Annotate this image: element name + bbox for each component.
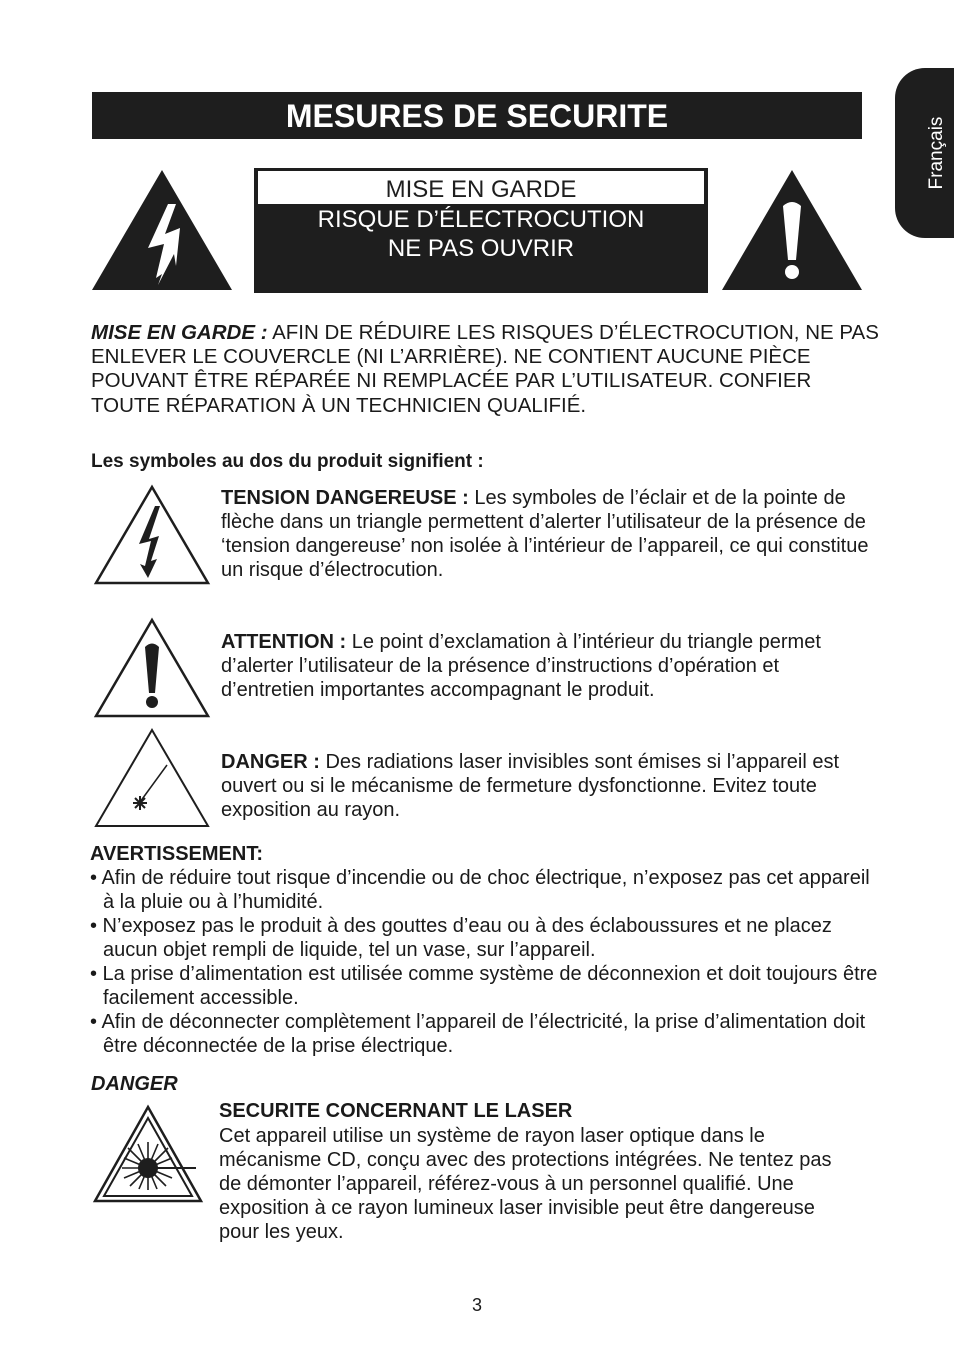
danger-text: Cet appareil utilise un système de rayon laser optique dans le mécanisme CD, conçu avec des protections intégrées. Ne tentez pas de démonter l’appareil, référez-vous à un personnel qualifié. Une exposition à ce rayon lumineux laser invisible peut être dangereuse pour les yeux.: [219, 1125, 832, 1243]
exclamation-triangle-icon: [720, 168, 864, 292]
symbol-title-2: ATTENTION :: [221, 631, 347, 653]
caution-paragraph: [91, 321, 881, 418]
warning-item-1: • Afin de réduire tout risque d’incendie ou de choc électrique, n’exposez pas cet appareil à la pluie ou à l’humidité.: [90, 867, 870, 913]
caution-paragraph-lead: MISE EN GARDE :: [91, 321, 268, 344]
laser-sunburst-triangle-icon: [92, 1104, 204, 1204]
danger-subheading: SECURITE CONCERNANT LE LASER: [219, 1100, 573, 1122]
symbol-text-3: Des radiations laser invisibles sont émises si l’appareil est ouvert ou si le mécanisme de fermeture dysfonctionne. Evitez toute exposition au rayon.: [221, 751, 840, 821]
caution-paragraph-text: AFIN DE RÉDUIRE LES RISQUES D’ÉLECTROCUTION, NE PAS ENLEVER LE COUVERCLE (NI L’ARRIÈRE). NE CONTIENT AUCUNE PIÈCE POUVANT ÊTRE RÉPARÉE NI REMPLACÉE PAR L’UTILISATEUR. CONFIER TOUTE RÉPARATION À UN TECHNICIEN QUALIFIÉ.: [91, 321, 879, 417]
page-number: 3: [471, 1295, 482, 1315]
symbol-title-3: DANGER :: [221, 751, 320, 773]
lightning-triangle-icon: [90, 168, 234, 292]
warning-item-2: • N’exposez pas le produit à des gouttes d’eau ou à des éclaboussures et ne placez aucun objet rempli de liquide, tel un vase, sur l’appareil.: [90, 915, 832, 961]
symbol-description-3: [221, 750, 871, 822]
language-tab: [895, 68, 954, 238]
warning-list: [90, 866, 880, 1058]
exclamation-outline-triangle-icon: [93, 617, 211, 719]
caution-box-title: MISE EN GARDE: [258, 171, 704, 204]
language-tab-label: Français: [926, 116, 947, 190]
warning-item-4: • Afin de déconnecter complètement l’appareil de l’électricité, la prise d’alimentation doit être déconnectée de la prise électrique.: [90, 1011, 866, 1057]
symbol-title-1: TENSION DANGEREUSE :: [221, 487, 469, 509]
caution-box: [254, 168, 708, 293]
laser-outline-triangle-icon: [93, 727, 211, 829]
symbol-description-2: [221, 630, 871, 702]
symbol-description-1: [221, 486, 871, 582]
symbol-text-1: Les symboles de l’éclair et de la pointe de flèche dans un triangle permettent d’alerter l’utilisateur de la présence de ‘tension dangereuse’ non isolée à l’intérieur de l’appareil, ce qui constitue un risque d’électrocution.: [221, 487, 869, 581]
caution-box-line-2: RISQUE D’ÉLECTROCUTION: [317, 206, 645, 233]
lightning-outline-triangle-icon: [93, 484, 211, 586]
warning-heading: AVERTISSEMENT:: [90, 843, 263, 865]
symbol-text-2: Le point d’exclamation à l’intérieur du triangle permet d’alerter l’utilisateur de la présence d’instructions d’opération et d’entretien importantes accompagnant le produit.: [221, 631, 821, 701]
danger-heading: DANGER: [91, 1073, 178, 1095]
warning-item-3: • La prise d’alimentation est utilisée comme système de déconnexion et doit toujours être facilement accessible.: [90, 963, 878, 1009]
caution-box-line-3: NE PAS OUVRIR: [387, 235, 575, 262]
symbols-heading: Les symboles au dos du produit signifient :: [91, 451, 484, 472]
page-title: MESURES DE SECURITE: [92, 92, 862, 139]
